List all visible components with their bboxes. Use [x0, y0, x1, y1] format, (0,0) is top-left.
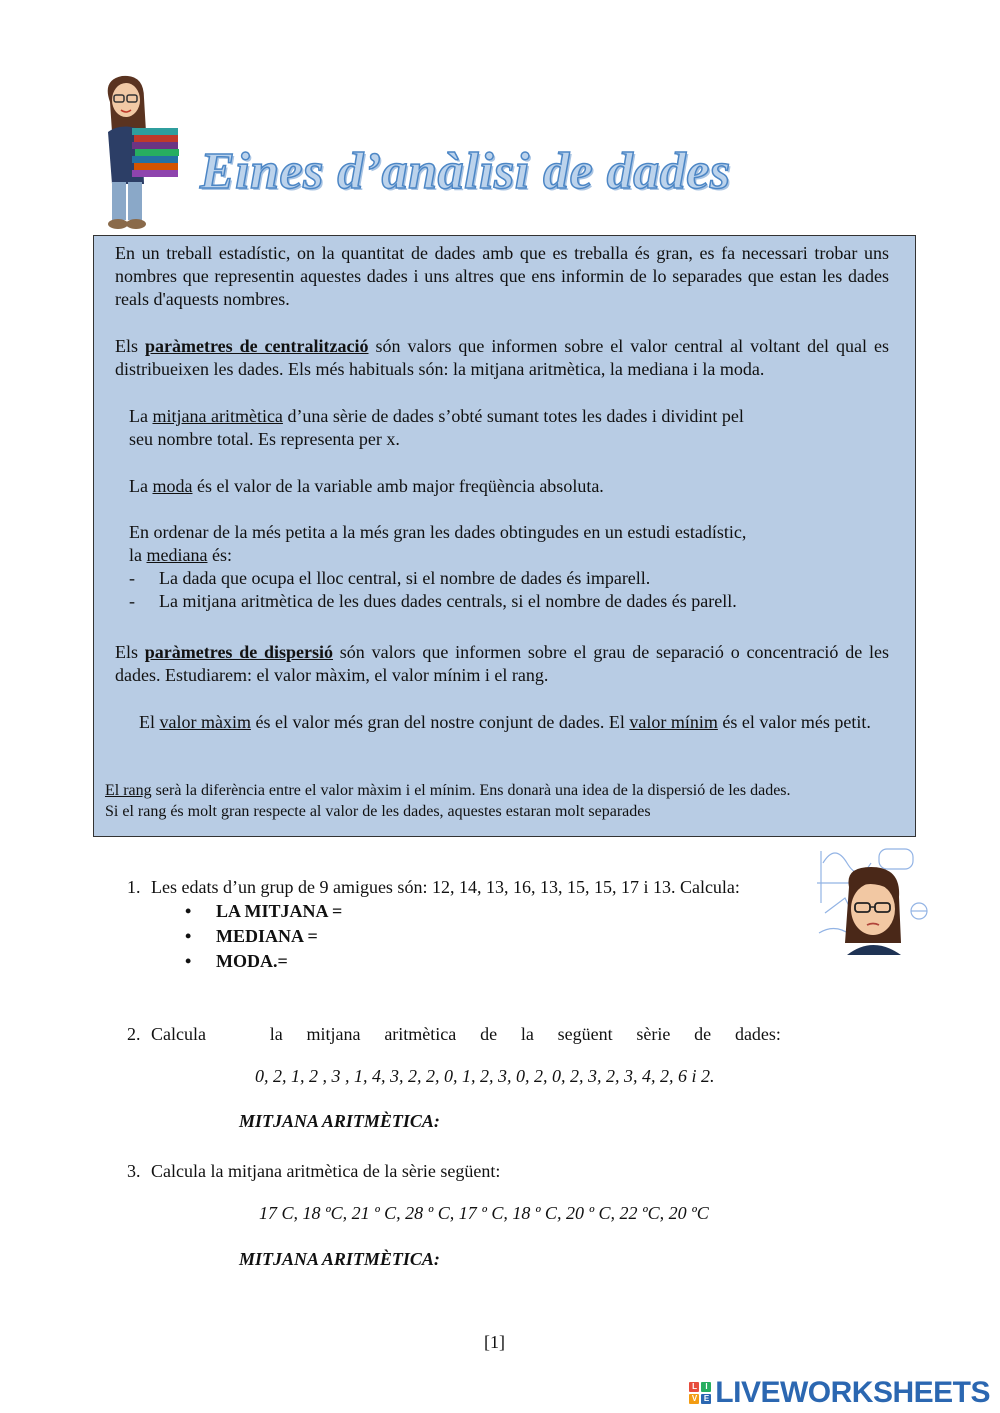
- median-cases-list: [129, 567, 889, 613]
- exercise-3-series: 17 C, 18 ºC, 21 º C, 28 º C, 17 º C, 18 º C, 20 º C, 22 ºC, 20 ºC: [259, 1203, 709, 1223]
- range-term: El rang: [105, 782, 152, 799]
- max-value-term: valor màxim: [159, 712, 251, 732]
- centralization-paragraph: Els paràmetres de centralització són valors que informen sobre el valor central al voltant del qual es distribueixen les dades. Els més habituals són: la mitjana aritmètica, la mediana i la moda.: [115, 336, 889, 379]
- list-item: - La dada que ocupa el lloc central, si el nombre de dades és imparell.: [129, 568, 651, 588]
- page-title: Eines d’anàlisi de dades: [200, 143, 731, 200]
- list-item: - La mitjana aritmètica de les dues dades centrals, si el nombre de dades és parell.: [129, 591, 737, 611]
- exercise-2-answer-label: MITJANA ARITMÈTICA:: [239, 1111, 440, 1131]
- range-definition: El rang serà la diferència entre el valor màxim i el mínim. Ens donarà una idea de la dispersió de les dades. Si el rang és molt gran respecte al valor de les dades, aquestes estaran molt separades: [105, 782, 791, 820]
- teacher-avatar-illustration: [815, 843, 935, 958]
- exercise-1: [127, 875, 827, 899]
- exercise-2-series: 0, 2, 1, 2 , 3 , 1, 4, 3, 2, 2, 0, 1, 2, 3, 0, 2, 0, 2, 3, 2, 3, 4, 2, 6 i 2.: [255, 1066, 715, 1086]
- mode-definition: La moda és el valor de la variable amb major freqüència absoluta.: [129, 476, 604, 496]
- mean-term: mitjana aritmètica: [152, 406, 283, 426]
- dispersion-paragraph: Els paràmetres de dispersió són valors que informen sobre el grau de separació o concentració de les dades. Estudiarem: el valor màxim, el valor mínim i el rang.: [115, 642, 889, 685]
- exercise-3: [127, 1159, 827, 1183]
- median-term: mediana: [146, 545, 208, 565]
- exercise-text: Calcula la mitjana aritmètica de la sèrie següent:: [151, 1161, 501, 1181]
- median-definition: En ordenar de la més petita a la més gran les dades obtingudes en un estudi estadístic, la mediana és:: [129, 522, 747, 565]
- liveworksheets-logo: L I V E LIVEWORKSHEETS: [689, 1376, 990, 1410]
- intro-paragraph: En un treball estadístic, on la quantitat de dades amb que es treballa és gran, es fa necessari trobar uns nombres que representin aquestes dades i uns altres que ens informin de lo separades que estan les dades reals d'aquests nombres.: [115, 243, 889, 309]
- liveworksheets-mark-icon: L I V E: [689, 1382, 711, 1404]
- centralization-term: paràmetres de centralització: [144, 336, 369, 356]
- page-number: [1]: [484, 1332, 505, 1352]
- exercise-text: Les edats d’un grup de 9 amigues són: 12, 14, 13, 16, 13, 15, 15, 17 i 13. Calcula:: [151, 877, 740, 897]
- min-value-term: valor mínim: [629, 712, 718, 732]
- exercise-2: 2. Calcula la mitjana aritmètica de la següent sèrie de dades:: [127, 1024, 781, 1044]
- mode-term: moda: [152, 476, 193, 496]
- median-answer-label: • MEDIANA =: [185, 924, 342, 949]
- exercise-number: 1.: [127, 877, 141, 897]
- exercise-3-answer-label: MITJANA ARITMÈTICA:: [239, 1249, 440, 1269]
- max-min-definition: El valor màxim és el valor més gran del nostre conjunt de dades. El valor mínim és el valor més petit.: [139, 712, 871, 732]
- avatar-with-books-illustration: [92, 72, 187, 232]
- exercise-number: 2.: [127, 1024, 141, 1044]
- dispersion-term: paràmetres de dispersió: [144, 642, 334, 662]
- mean-answer-label: • LA MITJANA =: [185, 899, 342, 924]
- mean-definition: La mitjana aritmètica d’una sèrie de dades s’obté sumant totes les dades i dividint pel seu nombre total. Es representa per x.: [129, 406, 744, 449]
- exercise-1-answers: [185, 899, 342, 974]
- exercise-number: 3.: [127, 1161, 141, 1181]
- mode-answer-label: • MODA.=: [185, 949, 342, 974]
